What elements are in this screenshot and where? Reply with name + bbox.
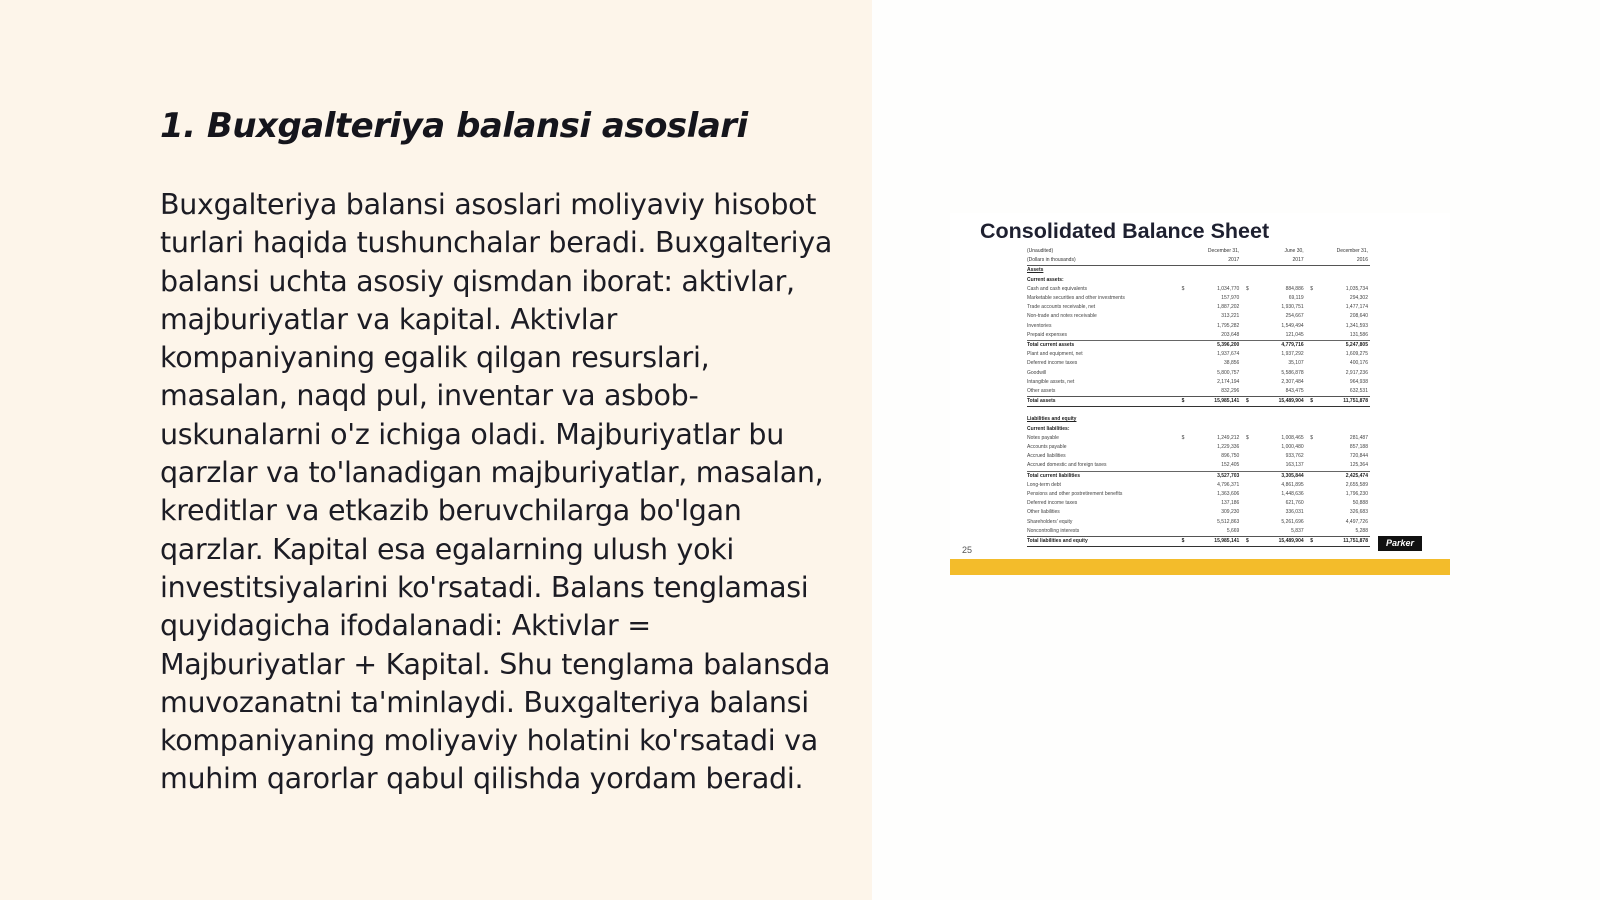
currency-symbol — [1306, 350, 1318, 359]
row-value: 2,174,194 — [1217, 378, 1240, 385]
row-value: 843,475 — [1285, 388, 1304, 395]
table-row — [1027, 461, 1370, 471]
row-label: Shareholders' equity — [1027, 518, 1073, 525]
parker-logo: Parker — [1378, 536, 1422, 551]
row-value: 2,917,236 — [1345, 369, 1368, 376]
row-value: 5,669 — [1226, 527, 1240, 534]
row-label: Current liabilities: — [1027, 425, 1070, 432]
row-value: 152,405 — [1221, 462, 1240, 469]
row-value: 1,008,465 — [1281, 434, 1304, 441]
row-value: 2,307,484 — [1281, 378, 1304, 385]
currency-symbol — [1177, 481, 1189, 490]
table-section-heading — [1027, 266, 1370, 276]
currency-symbol — [1306, 387, 1318, 397]
currency-symbol — [1306, 508, 1318, 517]
table-row — [1027, 341, 1370, 351]
currency-symbol — [1306, 443, 1318, 452]
row-value: 309,230 — [1221, 509, 1240, 516]
table-row — [1027, 471, 1370, 481]
row-label: Noncontrolling interests — [1027, 527, 1080, 534]
row-value: 5,396,200 — [1189, 341, 1241, 351]
table-row — [1027, 350, 1370, 359]
currency-symbol — [1177, 322, 1189, 331]
currency-symbol — [1241, 294, 1253, 303]
row-label: Prepaid expenses — [1027, 331, 1068, 338]
row-value: 857,188 — [1349, 444, 1368, 451]
currency-symbol — [1177, 369, 1189, 378]
currency-symbol — [1177, 508, 1189, 517]
row-value: 832,296 — [1221, 388, 1240, 395]
row-value: 2,655,589 — [1345, 481, 1368, 488]
currency-symbol — [1177, 527, 1189, 537]
row-value: 4,779,716 — [1253, 341, 1305, 351]
table-row — [1027, 434, 1370, 443]
row-value: 15,489,904 — [1253, 397, 1305, 407]
table-row — [1027, 490, 1370, 499]
currency-symbol — [1241, 312, 1253, 321]
table-row — [1027, 369, 1370, 378]
currency-symbol — [1306, 490, 1318, 499]
currency-symbol: $ — [1245, 285, 1249, 292]
row-value: 281,487 — [1349, 434, 1368, 441]
row-label: Liabilities and equity — [1027, 416, 1077, 423]
row-value: 4,861,895 — [1281, 481, 1304, 488]
currency-symbol — [1177, 499, 1189, 508]
row-label: Cash and cash equivalents — [1027, 285, 1088, 292]
table-row — [1027, 322, 1370, 331]
row-value: 3,305,844 — [1253, 471, 1305, 481]
row-value: 1,937,292 — [1281, 351, 1304, 358]
accent-bar — [950, 559, 1450, 575]
currency-symbol — [1241, 350, 1253, 359]
row-value: 1,363,606 — [1217, 491, 1240, 498]
table-row — [1027, 359, 1370, 368]
row-value: 1,549,494 — [1281, 322, 1304, 329]
row-value: 1,035,734 — [1345, 285, 1368, 292]
row-label: Goodwill — [1027, 369, 1047, 376]
row-value: 137,186 — [1221, 500, 1240, 507]
row-label: Total assets — [1027, 397, 1177, 407]
currency-symbol — [1241, 322, 1253, 331]
row-value: 1,034,770 — [1217, 285, 1240, 292]
table-row — [1027, 443, 1370, 452]
currency-symbol — [1241, 378, 1253, 387]
table-row — [1027, 294, 1370, 303]
currency-symbol — [1177, 443, 1189, 452]
row-label: Notes payable — [1027, 434, 1059, 441]
currency-symbol — [1306, 471, 1318, 481]
currency-symbol — [1177, 471, 1189, 481]
balance-sheet-image — [950, 213, 1450, 575]
row-value: 5,261,696 — [1281, 518, 1304, 525]
row-value: 1,341,593 — [1345, 322, 1368, 329]
table-row — [1027, 378, 1370, 387]
row-value: 621,760 — [1285, 500, 1304, 507]
currency-symbol — [1177, 303, 1189, 312]
currency-symbol — [1177, 490, 1189, 499]
row-label: Total liabilities and equity — [1027, 537, 1177, 547]
table-row — [1027, 285, 1370, 294]
row-label: Deferred income taxes — [1027, 500, 1078, 507]
row-value: 15,985,141 — [1189, 397, 1241, 407]
row-value: 1,795,282 — [1217, 322, 1240, 329]
currency-symbol — [1306, 518, 1318, 527]
row-value: 203,648 — [1221, 331, 1240, 338]
currency-symbol — [1306, 452, 1318, 461]
row-label: Total current assets — [1027, 341, 1177, 351]
currency-symbol — [1306, 331, 1318, 341]
currency-symbol: $ — [1306, 537, 1318, 547]
currency-symbol — [1241, 331, 1253, 341]
currency-symbol — [1241, 508, 1253, 517]
row-value: 720,844 — [1349, 453, 1368, 460]
balance-sheet-title: Consolidated Balance Sheet — [980, 219, 1270, 243]
currency-symbol — [1241, 481, 1253, 490]
currency-symbol — [1177, 312, 1189, 321]
currency-symbol — [1177, 341, 1189, 351]
table-header-row: (Dollars in thousands) 2017 2017 2016 — [1027, 256, 1370, 266]
row-value: 5,247,805 — [1318, 341, 1370, 351]
table-row — [1027, 527, 1370, 537]
table-row — [1027, 387, 1370, 397]
currency-symbol — [1241, 369, 1253, 378]
currency-symbol — [1241, 499, 1253, 508]
table-subheading — [1027, 425, 1370, 434]
currency-symbol: $ — [1177, 397, 1189, 407]
row-value: 4,796,371 — [1217, 481, 1240, 488]
currency-symbol — [1177, 452, 1189, 461]
row-label: Accrued domestic and foreign taxes — [1027, 462, 1107, 469]
currency-symbol: $ — [1241, 537, 1253, 547]
currency-symbol — [1241, 387, 1253, 397]
row-label: Intangible assets, net — [1027, 378, 1075, 385]
row-value: 896,750 — [1221, 453, 1240, 460]
row-label: Inventories — [1027, 322, 1052, 329]
currency-symbol — [1241, 303, 1253, 312]
table-row — [1027, 312, 1370, 321]
row-value: 38,856 — [1224, 360, 1240, 367]
row-value: 69,119 — [1288, 295, 1304, 302]
row-value: 163,137 — [1285, 462, 1304, 469]
currency-symbol — [1241, 461, 1253, 471]
currency-symbol — [1177, 294, 1189, 303]
currency-symbol: $ — [1310, 434, 1314, 441]
currency-symbol: $ — [1245, 434, 1249, 441]
currency-symbol — [1306, 322, 1318, 331]
table-spacer — [1027, 407, 1370, 416]
row-label: Trade accounts receivable, net — [1027, 304, 1096, 311]
currency-symbol — [1177, 461, 1189, 471]
row-value: 1,796,230 — [1345, 491, 1368, 498]
table-row — [1027, 481, 1370, 490]
row-value: 15,985,141 — [1189, 537, 1241, 547]
row-label: Marketable securities and other investments — [1027, 295, 1125, 302]
currency-symbol — [1177, 331, 1189, 341]
currency-symbol — [1241, 490, 1253, 499]
row-value: 400,176 — [1349, 360, 1368, 367]
row-value: 1,000,480 — [1281, 444, 1304, 451]
row-value: 5,512,863 — [1217, 518, 1240, 525]
currency-symbol — [1306, 461, 1318, 471]
row-value: 3,527,703 — [1189, 471, 1241, 481]
currency-symbol: $ — [1181, 285, 1185, 292]
row-value: 5,800,757 — [1217, 369, 1240, 376]
row-label: Pensions and other postretirement benefits — [1027, 491, 1123, 498]
slide-heading: 1. Buxgalteriya balansi asoslari — [160, 106, 748, 146]
currency-symbol — [1241, 359, 1253, 368]
currency-symbol — [1241, 471, 1253, 481]
currency-symbol — [1177, 378, 1189, 387]
currency-symbol — [1306, 294, 1318, 303]
row-value: 964,938 — [1349, 378, 1368, 385]
row-value: 336,031 — [1285, 509, 1304, 516]
row-label: Accounts payable — [1027, 444, 1067, 451]
row-value: 1,477,174 — [1345, 304, 1368, 311]
row-value: 632,531 — [1349, 388, 1368, 395]
row-value: 884,886 — [1285, 285, 1304, 292]
table-row — [1027, 397, 1370, 407]
currency-symbol: $ — [1177, 537, 1189, 547]
row-label: Current assets: — [1027, 276, 1064, 283]
currency-symbol: $ — [1310, 285, 1314, 292]
table-subheading — [1027, 276, 1370, 285]
currency-symbol — [1241, 518, 1253, 527]
row-value: 1,249,212 — [1217, 434, 1240, 441]
row-value: 294,302 — [1349, 295, 1368, 302]
table-row — [1027, 499, 1370, 508]
table-row — [1027, 452, 1370, 461]
currency-symbol — [1306, 527, 1318, 537]
row-value: 254,667 — [1285, 313, 1304, 320]
row-label: Long-term debt — [1027, 481, 1061, 488]
currency-symbol — [1177, 350, 1189, 359]
row-value: 1,229,336 — [1217, 444, 1240, 451]
row-value: 50,888 — [1352, 500, 1368, 507]
row-value: 208,640 — [1349, 313, 1368, 320]
table-section-heading — [1027, 415, 1370, 424]
row-label: Accrued liabilities — [1027, 453, 1066, 460]
row-value: 131,586 — [1349, 331, 1368, 338]
table-row — [1027, 331, 1370, 341]
currency-symbol — [1241, 527, 1253, 537]
row-value: 2,425,474 — [1318, 471, 1370, 481]
row-label: Other assets — [1027, 388, 1056, 395]
row-value: 5,586,878 — [1281, 369, 1304, 376]
currency-symbol — [1306, 481, 1318, 490]
currency-symbol — [1241, 341, 1253, 351]
currency-symbol — [1306, 359, 1318, 368]
table-header-row: (Unaudited) December 31, June 30, December 31, — [1027, 248, 1368, 254]
row-label: Other liabilities — [1027, 509, 1060, 516]
row-value: 933,762 — [1285, 453, 1304, 460]
row-label: Non-trade and notes receivable — [1027, 313, 1097, 320]
row-label: Plant and equipment, net — [1027, 351, 1083, 358]
row-value: 1,609,275 — [1345, 351, 1368, 358]
row-value: 35,107 — [1288, 360, 1304, 367]
row-value: 5,837 — [1291, 527, 1304, 534]
currency-symbol — [1306, 303, 1318, 312]
row-value: 157,970 — [1221, 295, 1240, 302]
table-row — [1027, 537, 1370, 547]
currency-symbol — [1306, 341, 1318, 351]
row-value: 313,221 — [1221, 313, 1240, 320]
row-value: 125,364 — [1349, 462, 1368, 469]
row-value: 1,887,202 — [1217, 304, 1240, 311]
balance-sheet-table — [1027, 247, 1370, 547]
row-value: 11,751,878 — [1318, 537, 1370, 547]
row-value: 326,683 — [1349, 509, 1368, 516]
currency-symbol — [1241, 452, 1253, 461]
row-value: 15,489,904 — [1253, 537, 1305, 547]
currency-symbol — [1177, 518, 1189, 527]
currency-symbol — [1306, 369, 1318, 378]
row-value: 121,045 — [1285, 331, 1304, 338]
currency-symbol: $ — [1306, 397, 1318, 407]
row-value: 1,937,674 — [1217, 351, 1240, 358]
table-row — [1027, 518, 1370, 527]
row-value: 5,288 — [1355, 527, 1368, 534]
currency-symbol: $ — [1181, 434, 1185, 441]
row-value: 1,448,636 — [1281, 491, 1304, 498]
table-row — [1027, 508, 1370, 517]
row-value: 4,497,726 — [1345, 518, 1368, 525]
row-value: 11,751,878 — [1318, 397, 1370, 407]
currency-symbol — [1306, 312, 1318, 321]
currency-symbol — [1177, 359, 1189, 368]
row-label: Deferred income taxes — [1027, 360, 1078, 367]
table-row — [1027, 303, 1370, 312]
row-label: Assets — [1027, 267, 1044, 274]
currency-symbol — [1241, 443, 1253, 452]
currency-symbol — [1306, 378, 1318, 387]
page-number: 25 — [962, 545, 973, 555]
currency-symbol: $ — [1241, 397, 1253, 407]
currency-symbol — [1177, 387, 1189, 397]
row-value: 1,930,751 — [1281, 304, 1304, 311]
slide-paragraph: Buxgalteriya balansi asoslari moliyaviy hisobot turlari haqida tushunchalar beradi. Buxgalteriya balansi uchta asosiy qismdan iborat: aktivlar, majburiyatlar va kapital. Aktivlar kompaniyaning egalik qilgan resurslari, masalan, naqd pul, inventar va asbob-uskunalarni o'z ichiga oladi. Majburiyatlar bu qarzlar va to'lanadigan majburiyatlar, masalan, kreditlar va etkazib beruvchilarga bo'lgan qarzlar. Kapital esa egalarning ulush yoki investitsiyalarini ko'rsatadi. Balans tenglamasi quyidagicha ifodalanadi: Aktivlar = Majburiyatlar + Kapital. Shu tenglama balansda muvozanatni ta'minlaydi. Buxgalteriya balansi kompaniyaning moliyaviy holatini ko'rsatadi va muhim qarorlar qabul qilishda yordam beradi. — [160, 188, 832, 796]
currency-symbol — [1306, 499, 1318, 508]
row-label: Total current liabilities — [1027, 471, 1177, 481]
